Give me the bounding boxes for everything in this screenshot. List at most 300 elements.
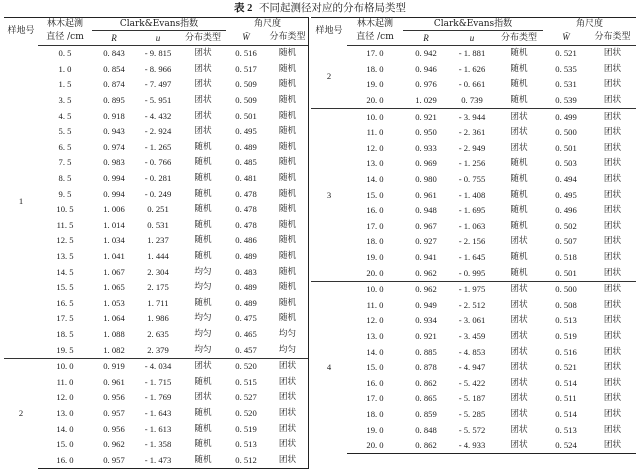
- u-value-cell: 1. 237: [147, 235, 169, 246]
- ce-type-cell: 随机: [510, 79, 528, 90]
- start-diameter-cell: 11. 0: [56, 376, 74, 387]
- table-row: [4, 218, 309, 234]
- u-value-cell: - 4. 432: [144, 110, 172, 121]
- table-row: [311, 375, 636, 391]
- start-diameter-cell: 12. 0: [366, 315, 384, 326]
- u-value-cell: - 0. 661: [458, 79, 486, 90]
- ce-type-cell: 随机: [194, 141, 212, 152]
- plot-number-cell: 1: [18, 196, 24, 207]
- ce-type-cell: 团状: [510, 362, 528, 373]
- angle-type-cell: 团状: [278, 376, 297, 387]
- ce-type-cell: 随机: [194, 407, 212, 418]
- table-row: [311, 93, 636, 109]
- table-row: [4, 390, 309, 406]
- angle-type-cell: 团状: [603, 142, 622, 153]
- u-value-cell: - 0. 995: [458, 267, 486, 278]
- table-row: [4, 186, 309, 202]
- angle-type-cell: 团状: [603, 393, 622, 404]
- start-diameter-cell: 18. 0: [366, 236, 384, 247]
- table-row: [311, 329, 636, 345]
- ce-type-cell: 团状: [194, 95, 212, 106]
- start-diameter-cell: 15. 0: [56, 439, 74, 450]
- start-diameter-cell: 13. 0: [366, 330, 384, 341]
- start-diameter-cell: 19. 5: [56, 344, 74, 355]
- ce-type-cell: 随机: [510, 158, 528, 169]
- u-value-cell: - 1. 265: [144, 141, 172, 152]
- r-value-cell: 0. 862: [415, 377, 437, 388]
- table-left-body: [4, 46, 309, 469]
- u-value-cell: - 1. 358: [144, 439, 172, 450]
- w-value-cell: 0. 501: [555, 267, 577, 278]
- u-value-cell: - 4. 933: [449, 438, 495, 454]
- start-diameter-cell: 20. 0: [347, 438, 403, 454]
- w-value-cell: 0. 513: [555, 424, 577, 435]
- start-diameter-cell: 15. 5: [56, 282, 74, 293]
- table-row: [4, 233, 309, 249]
- r-value-cell: 0. 949: [415, 299, 437, 310]
- u-value-cell: - 5. 422: [458, 377, 486, 388]
- ce-type-cell: 随机: [194, 439, 212, 450]
- r-value-cell: 0. 980: [415, 174, 437, 185]
- header-diameter-unit: 直径 /cm: [38, 31, 92, 46]
- start-diameter-cell: 20. 0: [366, 95, 384, 106]
- w-value-cell: 0. 516: [555, 346, 577, 357]
- table-row: [4, 452, 309, 468]
- r-value-cell: 1. 006: [103, 204, 125, 215]
- angle-type-cell: 团状: [603, 63, 622, 74]
- header-dist-type: 分布类型: [495, 31, 543, 46]
- u-value-cell: - 0. 249: [144, 188, 172, 199]
- start-diameter-cell: 1. 0: [58, 63, 72, 74]
- ce-type-cell: 团状: [194, 79, 212, 90]
- table-row: [311, 250, 636, 266]
- ce-type-cell: 随机: [510, 220, 528, 231]
- table-row: [4, 311, 309, 327]
- w-value-cell: 0. 527: [235, 392, 257, 403]
- ce-type-cell: 随机: [510, 95, 528, 106]
- u-value-cell: - 1. 645: [458, 252, 486, 263]
- r-value-cell: 1. 034: [103, 235, 125, 246]
- w-value-cell: 0. 539: [555, 95, 577, 106]
- header-u: u: [136, 31, 180, 46]
- header-dist-type-2: 分布类型: [589, 31, 636, 46]
- ce-type-cell: 团状: [510, 393, 528, 404]
- ce-type-cell: 团状: [194, 126, 212, 137]
- ce-type-cell: 随机: [194, 173, 212, 184]
- angle-type-cell: 团状: [603, 299, 622, 310]
- u-value-cell: 0. 251: [147, 204, 169, 215]
- r-value-cell: 0. 976: [415, 79, 437, 90]
- table-row: [311, 77, 636, 93]
- start-diameter-cell: 5. 5: [58, 126, 72, 137]
- r-value-cell: 0. 994: [103, 173, 125, 184]
- table-right-body: [311, 46, 636, 454]
- r-value-cell: 0. 918: [103, 110, 125, 121]
- angle-type-cell: 团状: [603, 127, 622, 138]
- u-value-cell: - 2. 361: [458, 127, 486, 138]
- table-row: [311, 234, 636, 250]
- start-diameter-cell: 19. 0: [366, 252, 384, 263]
- ce-type-cell: 随机: [194, 219, 212, 230]
- u-value-cell: - 4. 947: [458, 362, 486, 373]
- ce-type-cell: 均匀: [194, 313, 212, 324]
- u-value-cell: - 8. 966: [144, 63, 172, 74]
- r-value-cell: 1. 041: [103, 251, 125, 262]
- w-value-cell: 0. 511: [555, 393, 577, 404]
- angle-type-cell: 随机: [278, 235, 297, 246]
- header-diameter-unit: 直径 /cm: [347, 31, 403, 46]
- start-diameter-cell: 20. 0: [366, 267, 384, 278]
- ce-type-cell: 随机: [510, 267, 528, 278]
- start-diameter-cell: 14. 0: [366, 174, 384, 185]
- table-row: [311, 281, 636, 297]
- w-value-cell: 0. 508: [555, 299, 577, 310]
- angle-type-cell: 团状: [603, 189, 622, 200]
- header-plot: 样地号: [311, 18, 347, 46]
- w-value-cell: 0. 489: [235, 141, 257, 152]
- w-value-cell: 0. 495: [555, 189, 577, 200]
- start-diameter-cell: 7. 5: [58, 157, 72, 168]
- ce-type-cell: 随机: [194, 376, 212, 387]
- angle-type-cell: 团状: [589, 109, 636, 125]
- ce-type-cell: 随机: [194, 188, 212, 199]
- table-row: [311, 438, 636, 454]
- r-value-cell: 0. 921: [403, 109, 449, 125]
- table-row: [4, 46, 309, 62]
- angle-type-cell: 团状: [603, 236, 622, 247]
- r-value-cell: 0. 974: [103, 141, 125, 152]
- start-diameter-cell: 14. 5: [56, 266, 74, 277]
- ce-type-cell: 团状: [510, 408, 528, 419]
- w-value-cell: 0. 496: [555, 205, 577, 216]
- r-value-cell: 0. 927: [415, 236, 437, 247]
- table-row: [4, 108, 309, 124]
- table-row: [4, 280, 309, 296]
- w-value-cell: 0. 481: [235, 173, 257, 184]
- angle-type-cell: 随机: [278, 126, 297, 137]
- ce-type-cell: 团状: [510, 346, 528, 357]
- table-row: [4, 437, 309, 453]
- w-value-cell: 0. 520: [226, 358, 266, 374]
- angle-type-cell: 随机: [278, 173, 297, 184]
- r-value-cell: 0. 983: [103, 157, 125, 168]
- angle-type-cell: 团状: [603, 408, 622, 419]
- table-caption: [0, 2, 640, 15]
- header-start-diameter: 林木起测: [347, 18, 403, 31]
- r-value-cell: 0. 962: [103, 439, 125, 450]
- r-value-cell: 1. 088: [103, 328, 125, 339]
- u-value-cell: - 5. 572: [458, 424, 486, 435]
- w-value-cell: 0. 514: [555, 408, 577, 419]
- table-row: [4, 155, 309, 171]
- table-row: [4, 140, 309, 156]
- u-value-cell: - 1. 626: [458, 63, 486, 74]
- ce-type-cell: 团状: [194, 48, 212, 59]
- angle-type-cell: 团状: [603, 315, 622, 326]
- start-diameter-cell: 17. 0: [366, 48, 384, 59]
- w-value-cell: 0. 521: [555, 362, 577, 373]
- ce-type-cell: 随机: [194, 157, 212, 168]
- w-value-cell: 0. 500: [555, 127, 577, 138]
- table-label: 表 2: [233, 3, 253, 14]
- angle-type-cell: 团状: [603, 424, 622, 435]
- angle-type-cell: 团状: [603, 95, 622, 106]
- ce-type-cell: 随机: [510, 252, 528, 263]
- ce-type-cell: 均匀: [194, 282, 212, 293]
- table-row: [311, 203, 636, 219]
- r-value-cell: 0. 961: [415, 189, 437, 200]
- table-row: [4, 327, 309, 343]
- w-value-cell: 0. 513: [555, 315, 577, 326]
- r-value-cell: 0. 957: [92, 452, 136, 468]
- w-value-cell: 0. 519: [235, 423, 257, 434]
- plot-number-cell: 2: [326, 71, 332, 82]
- start-diameter-cell: 13. 0: [56, 407, 74, 418]
- ce-type-cell: 随机: [194, 297, 212, 308]
- angle-type-cell: 随机: [278, 204, 297, 215]
- angle-type-cell: 随机: [278, 79, 297, 90]
- header-R: R: [92, 31, 136, 46]
- ce-type-cell: 随机: [194, 423, 212, 434]
- u-value-cell: - 0. 755: [458, 174, 486, 185]
- table-row: [311, 125, 636, 141]
- ce-type-cell: 团状: [510, 330, 528, 341]
- start-diameter-cell: 10. 0: [347, 109, 403, 125]
- angle-type-cell: 团状: [589, 281, 636, 297]
- table-row: [311, 109, 636, 125]
- r-value-cell: 0. 969: [415, 158, 437, 169]
- w-value-cell: 0. 501: [555, 142, 577, 153]
- start-diameter-cell: 9. 5: [58, 188, 72, 199]
- ce-type-cell: 团状: [495, 438, 543, 454]
- w-value-cell: 0. 465: [235, 328, 257, 339]
- w-value-cell: 0. 513: [235, 439, 257, 450]
- w-value-cell: 0. 512: [226, 452, 266, 468]
- ce-type-cell: 随机: [510, 63, 528, 74]
- start-diameter-cell: 16. 5: [56, 297, 74, 308]
- angle-type-cell: 均匀: [278, 328, 297, 339]
- u-value-cell: 1. 986: [147, 313, 169, 324]
- table-row: [4, 249, 309, 265]
- angle-type-cell: 团状: [589, 438, 636, 454]
- angle-type-cell: 随机: [278, 251, 297, 262]
- u-value-cell: - 1. 695: [458, 205, 486, 216]
- w-value-cell: 0. 503: [555, 158, 577, 169]
- w-value-cell: 0. 499: [543, 109, 589, 125]
- plot-number-cell: 2: [4, 358, 38, 468]
- ce-type-cell: 团状: [510, 299, 528, 310]
- table-row: [311, 407, 636, 423]
- u-value-cell: - 1. 769: [144, 392, 172, 403]
- start-diameter-cell: 16. 0: [366, 377, 384, 388]
- plot-number-cell: 3: [311, 109, 347, 282]
- u-value-cell: - 0. 281: [144, 173, 172, 184]
- angle-type-cell: 随机: [278, 188, 297, 199]
- start-diameter-cell: 16. 0: [38, 452, 92, 468]
- table-row: [4, 62, 309, 78]
- angle-type-cell: 均匀: [278, 344, 297, 355]
- w-value-cell: 0. 509: [235, 79, 257, 90]
- angle-type-cell: 随机: [278, 110, 297, 121]
- u-value-cell: - 5. 285: [458, 408, 486, 419]
- w-value-cell: 0. 486: [235, 235, 257, 246]
- start-diameter-cell: 12. 5: [56, 235, 74, 246]
- r-value-cell: 0. 848: [415, 424, 437, 435]
- u-value-cell: - 7. 497: [144, 79, 172, 90]
- column-divider: [308, 17, 309, 469]
- angle-type-cell: 随机: [278, 157, 297, 168]
- w-value-cell: 0. 517: [235, 63, 257, 74]
- table-row: [311, 391, 636, 407]
- r-value-cell: 0. 843: [103, 48, 125, 59]
- table-row: [311, 360, 636, 376]
- u-value-cell: - 1. 613: [144, 423, 172, 434]
- header-dist-type: 分布类型: [180, 31, 226, 46]
- w-value-cell: 0. 457: [235, 344, 257, 355]
- table-row: [4, 77, 309, 93]
- angle-type-cell: 团状: [278, 439, 297, 450]
- table-row: [311, 62, 636, 78]
- u-value-cell: - 3. 459: [458, 330, 486, 341]
- table-row: [311, 156, 636, 172]
- w-value-cell: 0. 489: [235, 297, 257, 308]
- w-value-cell: 0. 519: [555, 330, 577, 341]
- w-value-cell: 0. 475: [235, 313, 257, 324]
- w-value-cell: 0. 520: [235, 407, 257, 418]
- u-value-cell: 0. 531: [147, 219, 169, 230]
- angle-type-cell: 团状: [603, 205, 622, 216]
- r-value-cell: 0. 942: [415, 48, 437, 59]
- start-diameter-cell: 0. 5: [58, 48, 72, 59]
- start-diameter-cell: 17. 0: [366, 220, 384, 231]
- r-value-cell: 1. 067: [103, 266, 125, 277]
- angle-type-cell: 随机: [278, 141, 297, 152]
- w-value-cell: 0. 518: [555, 252, 577, 263]
- table-row: [4, 342, 309, 358]
- u-value-cell: 2. 379: [147, 344, 169, 355]
- start-diameter-cell: 17. 0: [366, 393, 384, 404]
- w-value-cell: 0. 502: [555, 220, 577, 231]
- start-diameter-cell: 16. 0: [366, 205, 384, 216]
- angle-type-cell: 随机: [278, 297, 297, 308]
- start-diameter-cell: 10. 0: [347, 281, 403, 297]
- start-diameter-cell: 3. 5: [58, 95, 72, 106]
- w-value-cell: 0. 535: [555, 63, 577, 74]
- w-value-cell: 0. 489: [235, 251, 257, 262]
- start-diameter-cell: 11. 0: [366, 299, 384, 310]
- u-value-cell: - 2. 512: [458, 299, 486, 310]
- ce-type-cell: 团状: [510, 127, 528, 138]
- u-value-cell: - 1. 975: [449, 281, 495, 297]
- header-plot: 样地号: [4, 18, 38, 46]
- u-value-cell: - 1. 256: [458, 158, 486, 169]
- u-value-cell: - 2. 949: [458, 142, 486, 153]
- r-value-cell: 0. 962: [403, 281, 449, 297]
- angle-type-cell: 随机: [278, 219, 297, 230]
- start-diameter-cell: 15. 0: [366, 189, 384, 200]
- table-row: [4, 124, 309, 140]
- r-value-cell: 0. 948: [415, 205, 437, 216]
- r-value-cell: 0. 941: [415, 252, 437, 263]
- r-value-cell: 0. 885: [415, 346, 437, 357]
- r-value-cell: 0. 950: [415, 127, 437, 138]
- table-row: [4, 296, 309, 312]
- r-value-cell: 0. 878: [415, 362, 437, 373]
- table-left: [4, 17, 309, 469]
- start-diameter-cell: 19. 0: [366, 424, 384, 435]
- start-diameter-cell: 13. 5: [56, 251, 74, 262]
- ce-type-cell: 团状: [510, 377, 528, 388]
- w-value-cell: 0. 489: [235, 282, 257, 293]
- ce-type-cell: 随机: [194, 235, 212, 246]
- table-row: [311, 344, 636, 360]
- r-value-cell: 0. 865: [415, 393, 437, 404]
- u-value-cell: 0. 739: [461, 95, 483, 106]
- angle-type-cell: 团状: [603, 267, 622, 278]
- r-value-cell: 0. 919: [92, 358, 136, 374]
- header-dist-type-2: 分布类型: [266, 31, 309, 46]
- w-value-cell: 0. 524: [543, 438, 589, 454]
- w-value-cell: 0. 478: [235, 204, 257, 215]
- r-value-cell: 0. 961: [103, 376, 125, 387]
- angle-type-cell: 团状: [603, 220, 622, 231]
- start-diameter-cell: 19. 0: [366, 79, 384, 90]
- u-value-cell: - 4. 034: [136, 358, 180, 374]
- r-value-cell: 1. 053: [103, 297, 125, 308]
- u-value-cell: 2. 175: [147, 282, 169, 293]
- angle-type-cell: 团状: [603, 377, 622, 388]
- w-value-cell: 0. 531: [555, 79, 577, 90]
- ce-type-cell: 团状: [495, 281, 543, 297]
- angle-type-cell: 团状: [603, 330, 622, 341]
- start-diameter-cell: 18. 0: [366, 63, 384, 74]
- table-row: [311, 141, 636, 157]
- header-R: R: [403, 31, 449, 46]
- ce-type-cell: 团状: [510, 424, 528, 435]
- angle-type-cell: 团状: [278, 407, 297, 418]
- r-value-cell: 1. 082: [103, 344, 125, 355]
- r-value-cell: 0. 956: [103, 423, 125, 434]
- table-row: [311, 313, 636, 329]
- start-diameter-cell: 10. 5: [56, 204, 74, 215]
- ce-type-cell: 团状: [510, 236, 528, 247]
- u-value-cell: - 5. 951: [144, 95, 172, 106]
- header-angle-scale: 角尺度: [226, 18, 309, 31]
- r-value-cell: 1. 014: [103, 219, 125, 230]
- header-u: u: [449, 31, 495, 46]
- ce-type-cell: 随机: [180, 452, 226, 468]
- u-value-cell: 1. 444: [147, 251, 169, 262]
- start-diameter-cell: 6. 5: [58, 141, 72, 152]
- ce-type-cell: 均匀: [194, 266, 212, 277]
- header-clark-evans: Clark&Evans指数: [92, 18, 226, 31]
- r-value-cell: 1. 064: [103, 313, 125, 324]
- angle-type-cell: 团状: [603, 346, 622, 357]
- ce-type-cell: 均匀: [194, 328, 212, 339]
- start-diameter-cell: 12. 0: [56, 392, 74, 403]
- r-value-cell: 0. 859: [415, 408, 437, 419]
- r-value-cell: 0. 967: [415, 220, 437, 231]
- w-value-cell: 0. 500: [543, 281, 589, 297]
- r-value-cell: 0. 934: [415, 315, 437, 326]
- r-value-cell: 1. 065: [103, 282, 125, 293]
- table-row: [4, 406, 309, 422]
- r-value-cell: 0. 933: [415, 142, 437, 153]
- angle-type-cell: 团状: [603, 362, 622, 373]
- r-value-cell: 0. 943: [103, 126, 125, 137]
- table-row: [4, 421, 309, 437]
- w-value-cell: 0. 509: [235, 95, 257, 106]
